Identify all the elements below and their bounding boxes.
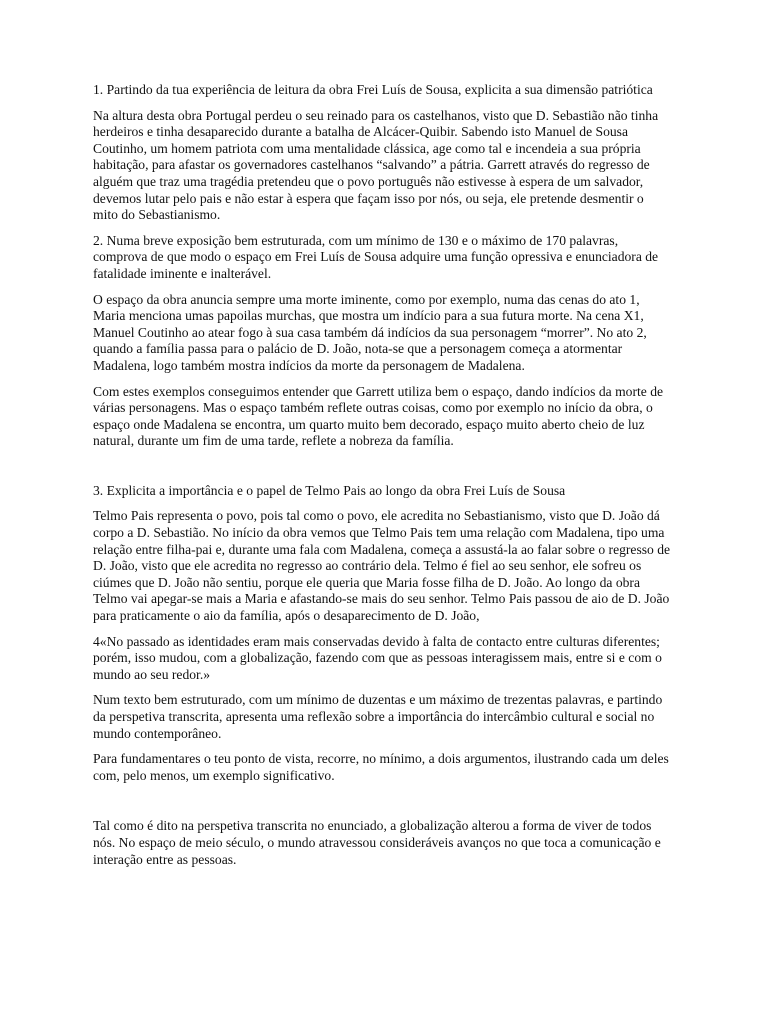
- answer-4-paragraph: Tal como é dito na perspetiva transcrita no enunciado, a globalização alterou a forma de viver de todos nós. No espaço de meio século, o mundo atravessou consideráveis avanços no que toca a comunicação e interação entre as pessoas.: [93, 818, 661, 867]
- question-4-instructions: Num texto bem estruturado, com um mínimo de duzentas e um máximo de trezentas palavras, e partindo da perspetiva transcrita, apresenta uma reflexão sobre a importância do intercâmbio cultural e social no mundo contemporâneo.: [93, 692, 663, 741]
- answer-1-paragraph: Na altura desta obra Portugal perdeu o seu reinado para os castelhanos, visto que D. Sebastião não tinha herdeiros e tinha desaparecido durante a batalha de Alcácer-Quibir. Sabendo isto Manuel de Sousa Coutinho, um homem patriota com uma mentalidade clássica, age como tal e incendeia a sua própria habitação, para afastar os governadores castelhanos “salvando” a pátria. Garrett através do regresso de alguém que traz uma tragédia pretendeu que o povo português não estivesse à espera de um salvador, devemos lutar pelo pais e não estar à espera que façam isso por nós, ou seja, ele pretende desmentir o mito do Sebastianismo.: [93, 107, 659, 223]
- question-3-heading: 3. Explicita a importância e o papel de Telmo Pais ao longo da obra Frei Luís de Sousa: [93, 482, 566, 498]
- question-2-heading: 2. Numa breve exposição bem estruturada, com um mínimo de 130 e o máximo de 170 palavras, comprova de que modo o espaço em Frei Luís de Sousa adquire uma função opressiva e enunciadora de fatalidade iminente e inalterável.: [93, 232, 659, 281]
- question-4-requirements: Para fundamentares o teu ponto de vista, recorre, no mínimo, a dois argumentos, ilustrando cada um deles com, pelo menos, um exemplo significativo.: [93, 751, 669, 783]
- answer-3-paragraph: Telmo Pais representa o povo, pois tal como o povo, ele acredita no Sebastianismo, visto que D. João dá corpo a D. Sebastião. No início da obra vemos que Telmo Pais tem uma relação com Madalena, tipo uma relação entre filha-pai e, durante uma fala com Madalena, começa a assustá-la ao falar sobre o regresso de D. João, visto que ele acredita no regresso ao contrário dela. Telmo é fiel ao seu senhor, ele sofreu os ciúmes que D. João não sentiu, porque ele queria que Maria fosse filha de D. João. Ao longo da obra Telmo vai apegar-se mais a Maria e afastando-se mais do seu senhor. Telmo Pais passou de aio de D. João para praticamente o aio da família, após o desaparecimento de D. João,: [93, 508, 671, 624]
- question-1-heading: 1. Partindo da tua experiência de leitura da obra Frei Luís de Sousa, explicita a sua dimensão patriótica: [93, 82, 653, 97]
- answer-2-paragraph-2: Com estes exemplos conseguimos entender que Garrett utiliza bem o espaço, dando indícios da morte de várias personagens. Mas o espaço também reflete outras coisas, como por exemplo no início da obra, o espaço onde Madalena se encontra, um quarto muito bem decorado, espaço muito aberto cheio de luz natural, durante um fim de uma tarde, reflete a nobreza da família.: [93, 383, 664, 449]
- question-4-quote: 4«No passado as identidades eram mais conservadas devido à falta de contacto entre culturas diferentes; porém, isso mudou, com a globalização, fazendo com que as pessoas interagissem mais, entre si e com o mundo ao seu redor.»: [93, 633, 662, 682]
- answer-2-paragraph-1: O espaço da obra anuncia sempre uma morte iminente, como por exemplo, numa das cenas do ato 1, Maria menciona umas papoilas murchas, que mostra um indício para a sua futura morte. Na cena X1, Manuel Coutinho ao atear fogo à sua casa também dá indícios da sua personagem “morrer”. No ato 2, quando a família passa para o palácio de D. João, nota-se que a personagem começa a atormentar Madalena, logo também mostra indícios da morte da personagem de Madalena.: [93, 291, 647, 373]
